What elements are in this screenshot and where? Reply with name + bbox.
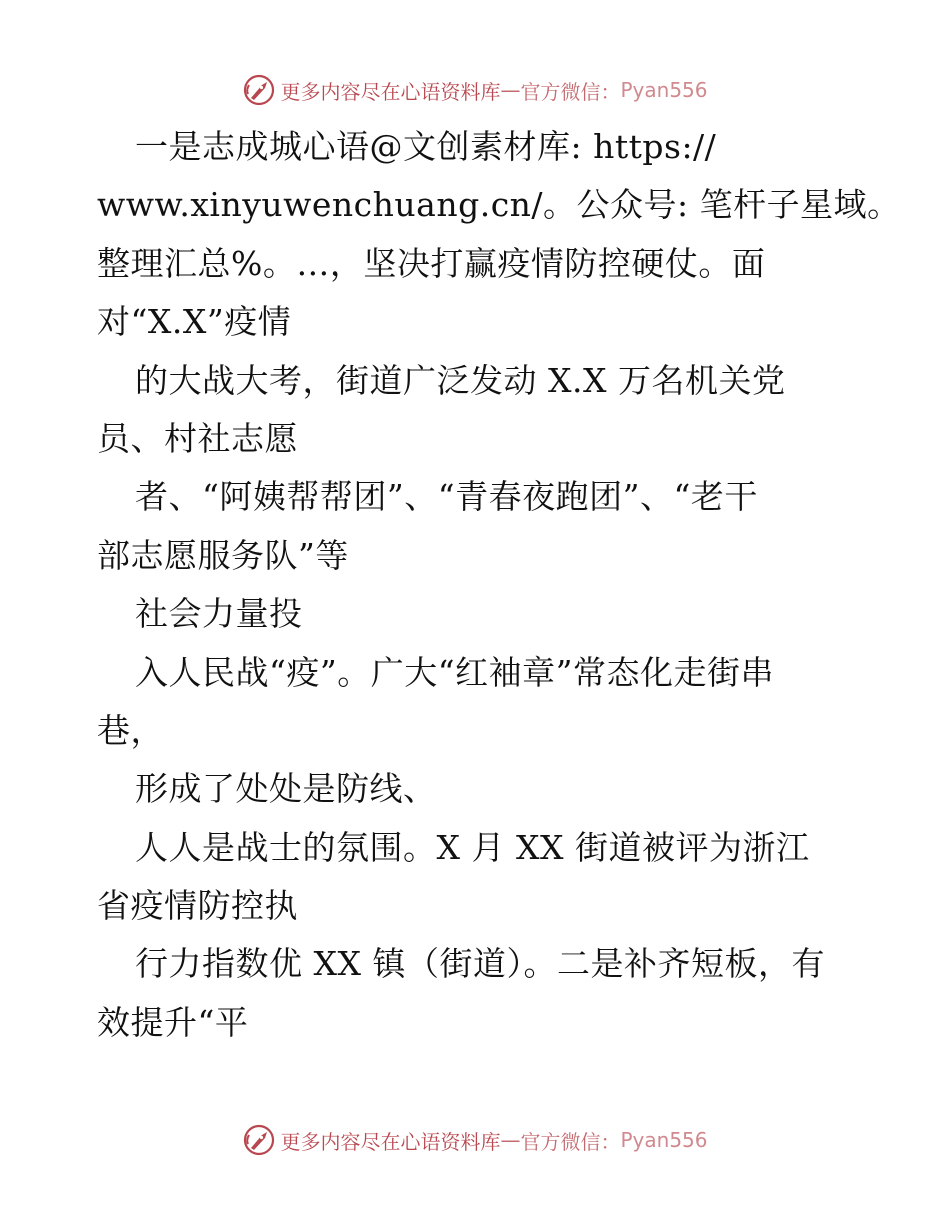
banner-wechat-label: 官方微信： [520,79,621,104]
text-line: 省疫情防控执 [97,886,298,926]
text-line: 入人民战“疫”。广大“红袖章”常态化走街串 [135,652,774,692]
banner-separator: — [500,1128,521,1152]
banner-wechat-id: Pyan556 [620,78,708,102]
text-line: 对“X.X”疫情 [97,302,292,342]
text-line: 人人是战士的氛围。X 月 XX 街道被评为浙江 [135,827,810,867]
footer-banner [0,1120,950,1160]
document-body [97,118,901,1052]
banner-title: 更多内容尽在心语资料库 [280,1129,501,1154]
text-line: 效提升“平 [97,1002,249,1042]
banner-separator: — [500,78,521,102]
text-line: 巷， [97,710,164,750]
text-line: 整理汇总%。…，坚决打赢疫情防控硬仗。面 [97,243,766,283]
text-line: 一是志成城心语@文创素材库: https:// [135,127,717,166]
text-line: 社会力量投 [135,594,303,634]
banner-title: 更多内容尽在心语资料库 [280,79,501,104]
text-line: 员、村社志愿 [97,418,298,458]
text-line: 部志愿服务队”等 [97,535,349,575]
pen-nib-circle-icon [242,1123,276,1157]
banner-wechat-id: Pyan556 [620,1128,708,1152]
text-line: 行力指数优 XX 镇（街道）。二是补齐短板，有 [135,944,825,984]
text-line: 的大战大考，街道广泛发动 X.X 万名机关党 [135,360,786,400]
pen-nib-circle-icon [242,73,276,107]
header-banner [0,70,950,110]
banner-wechat-label: 官方微信： [520,1129,621,1154]
text-line: www.xinyuwenchuang.cn/。公众号: 笔杆子星域。 [97,185,901,225]
text-line: 形成了处处是防线、 [135,769,437,809]
text-line: 者、“阿姨帮帮团”、“青春夜跑团”、“老干 [135,477,758,517]
